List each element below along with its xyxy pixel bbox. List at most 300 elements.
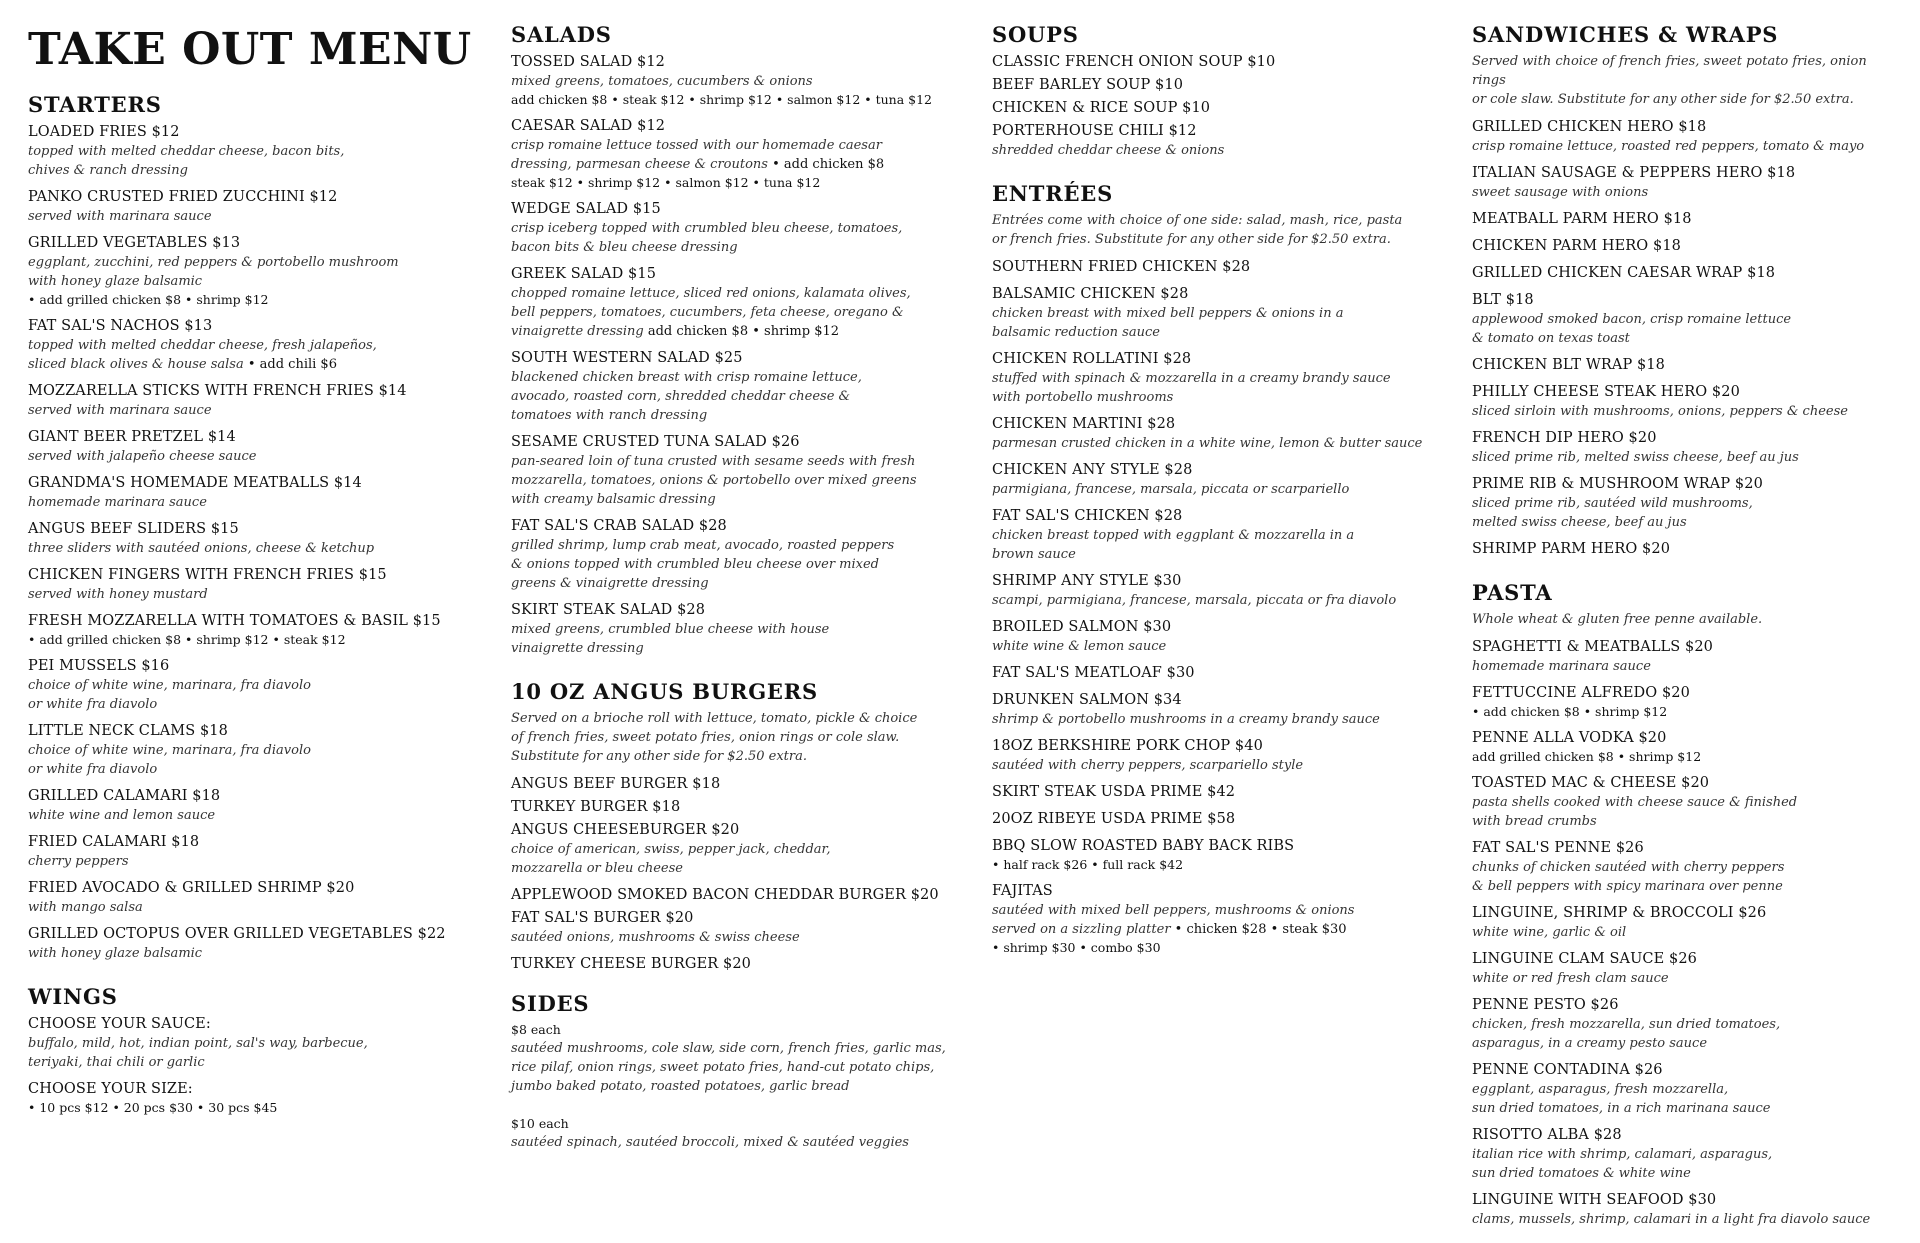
menu-item [1472,474,1902,532]
menu-item [511,348,961,425]
menu-title: TAKE OUT MENU [28,24,472,75]
menu-item-description-text: chicken breast topped with eggplant & mozzarella in a brown sauce [992,528,1355,562]
menu-item-description-text: served with marinara sauce [28,403,212,418]
menu-item [992,571,1442,610]
section-wings [28,984,478,1117]
menu-item-name: CHICKEN MARTINI $28 [992,416,1176,432]
menu-item [1472,263,1902,283]
menu-item-name: LINGUINE WITH SEAFOOD $30 [1472,1192,1717,1208]
menu-item [992,257,1442,277]
menu-item [992,736,1442,775]
menu-item-extra: • half rack $26 • full rack $42 [992,857,1184,872]
menu-item-description [1472,1080,1902,1118]
menu-item [1472,355,1902,375]
menu-item-name: BALSAMIC CHICKEN $28 [992,286,1189,302]
menu-item-description-text: sweet sausage with onions [1472,185,1649,200]
menu-item-name: PEI MUSSELS $16 [28,658,170,674]
menu-item-description [511,536,961,593]
menu-item-name: GREEK SALAD $15 [511,266,657,282]
menu-item-name: PRIME RIB & MUSHROOM WRAP $20 [1472,476,1763,492]
menu-item-description-text: stuffed with spinach & mozzarella in a creamy brandy sauce with portobello mushrooms [992,371,1391,405]
menu-item-description [1472,310,1902,348]
sandwiches-list [1472,117,1902,559]
menu-item-description-text: choice of white wine, marinara, fra diavolo or white fra diavolo [28,743,311,777]
menu-item-description [1472,923,1902,942]
column-4 [1472,22,1902,1236]
menu-item-name: FRIED AVOCADO & GRILLED SHRIMP $20 [28,880,355,896]
menu-item [28,611,478,649]
section-soups [992,22,1442,160]
menu-item [511,885,961,905]
section-salads [511,22,961,658]
menu-item-description [28,741,478,779]
menu-item-description-text: grilled shrimp, lump crab meat, avocado, roasted peppers & onions topped with crumbled bleu cheese over mixed greens & vinaigrette dressing [511,538,895,591]
column-3 [992,22,1442,964]
menu-item-description [1472,1145,1902,1183]
menu-item-name: FRENCH DIP HERO $20 [1472,430,1657,446]
menu-item-name: TOSSED SALAD $12 [511,54,666,70]
entrees-note: Entrées come with choice of one side: salad, mash, rice, pasta or french fries. Substitute for any other side for $2.50 extra. [992,213,1403,247]
menu-item [28,316,478,374]
menu-item-name: TOASTED MAC & CHEESE $20 [1472,775,1710,791]
menu-item [1472,382,1902,421]
menu-item-name: GRILLED CHICKEN CAESAR WRAP $18 [1472,265,1776,281]
menu-item [992,881,1442,957]
menu-item [1472,728,1902,766]
menu-item [992,663,1442,683]
menu-item-extra: add grilled chicken $8 • shrimp $12 [1472,749,1702,764]
menu-item-description-text: chopped romaine lettuce, sliced red onions, kalamata olives, bell peppers, tomatoes, cucumbers, feta cheese, oregano & vinaigrette dressing [511,286,911,339]
wings-list [28,1014,478,1117]
menu-item-name: CHICKEN FINGERS WITH FRENCH FRIES $15 [28,567,387,583]
section-title-burgers: 10 OZ ANGUS BURGERS [511,679,818,704]
menu-item [28,565,478,604]
menu-item-description-text: chicken breast with mixed bell peppers & onions in a balsamic reduction sauce [992,306,1344,340]
menu-item-description-text: homemade marinara sauce [28,495,207,510]
menu-item-description-text: applewood smoked bacon, crisp romaine lettuce & tomato on texas toast [1472,312,1792,346]
menu-item-description [1472,137,1902,156]
menu-item [28,832,478,871]
menu-item-extra: steak $12 • shrimp $12 • salmon $12 • tuna $12 [511,175,821,190]
menu-item [511,820,961,878]
starters-list [28,122,478,963]
menu-item-description [28,898,478,917]
menu-item-description [1472,969,1902,988]
menu-item-name: PENNE ALLA VODKA $20 [1472,730,1667,746]
pasta-list [1472,637,1902,1229]
menu-item-addon: • chicken $28 • steak $30 [1170,922,1347,937]
section-starters [28,92,478,963]
menu-item [992,617,1442,656]
burgers-note: Served on a brioche roll with lettuce, tomato, pickle & choice of french fries, sweet potato fries, onion rings or cole slaw. Substitute for any other side for $2.50 extra. [511,711,918,764]
menu-item-description-text: with mango salsa [28,900,143,915]
menu-item [992,506,1442,564]
menu-item [511,797,961,817]
menu-item-description [992,637,1442,656]
menu-item-description [28,253,478,291]
menu-item-name: CHICKEN & RICE SOUP $10 [992,100,1211,116]
menu-item-description-text: shredded cheddar cheese & onions [992,143,1225,158]
menu-item-name: FAT SAL'S BURGER $20 [511,910,694,926]
menu-item-name: PORTERHOUSE CHILI $12 [992,123,1197,139]
soups-list [992,52,1442,160]
menu-item-name: GRILLED CALAMARI $18 [28,788,221,804]
menu-item-name: GRILLED OCTOPUS OVER GRILLED VEGETABLES $22 [28,926,446,942]
menu-item-name: PENNE CONTADINA $26 [1472,1062,1663,1078]
menu-item-description-text: sliced prime rib, melted swiss cheese, beef au jus [1472,450,1799,465]
menu-item-name: FAT SAL'S PENNE $26 [1472,840,1644,856]
menu-item-name: WEDGE SALAD $15 [511,201,661,217]
menu-item-name: CHICKEN ROLLATINI $28 [992,351,1192,367]
menu-item-extra: • add grilled chicken $8 • shrimp $12 • steak $12 [28,632,346,647]
menu-item [1472,773,1902,831]
menu-item-description-text: sautéed with cherry peppers, scarpariello style [992,758,1304,773]
menu-item-description-text: choice of american, swiss, pepper jack, cheddar, mozzarella or bleu cheese [511,842,831,876]
menu-item-description-text: white wine, garlic & oil [1472,925,1627,940]
menu-item-description-text: cherry peppers [28,854,129,869]
menu-item-description-text: shrimp & portobello mushrooms in a creamy brandy sauce [992,712,1380,727]
menu-item-description-text: mixed greens, tomatoes, cucumbers & onions [511,74,813,89]
menu-item-description [992,369,1442,407]
menu-item [28,187,478,226]
menu-item [28,878,478,917]
menu-item-description [28,852,478,871]
menu-item-name: CLASSIC FRENCH ONION SOUP $10 [992,54,1276,70]
menu-item-name: FAT SAL'S NACHOS $13 [28,318,213,334]
menu-item-description [511,284,961,341]
menu-item [1472,1060,1902,1118]
menu-item-name: CAESAR SALAD $12 [511,118,666,134]
menu-item-name: FAJITAS [992,883,1053,899]
sides-list-10: sautéed spinach, sautéed broccoli, mixed & sautéed veggies [511,1135,909,1150]
section-title-soups: SOUPS [992,22,1079,47]
section-title-sides: SIDES [511,991,590,1016]
menu-item-name: BBQ SLOW ROASTED BABY BACK RIBS [992,838,1295,854]
menu-item [1472,1190,1902,1229]
menu-item-name: TURKEY CHEESE BURGER $20 [511,956,752,972]
menu-item [992,121,1442,160]
menu-item [992,98,1442,118]
menu-item-extra: • add grilled chicken $8 • shrimp $12 [28,292,269,307]
menu-item [28,122,478,180]
menu-item-description [511,840,961,878]
menu-item [992,52,1442,72]
menu-item-description [992,304,1442,342]
menu-item [28,924,478,963]
menu-item-description-text: mixed greens, crumbled blue cheese with house vinaigrette dressing [511,622,830,656]
menu-item-name: BROILED SALMON $30 [992,619,1172,635]
menu-item-description [28,493,478,512]
menu-item [1472,995,1902,1053]
sides-price-10: $10 each [511,1116,569,1131]
menu-item-name: MEATBALL PARM HERO $18 [1472,211,1692,227]
menu-item [28,473,478,512]
menu-item-name: FAT SAL'S MEATLOAF $30 [992,665,1195,681]
menu-item [511,199,961,257]
menu-item-description-text: with honey glaze balsamic [28,946,203,961]
menu-item [28,519,478,558]
menu-item-description [1472,183,1902,202]
menu-item-description [511,219,961,257]
sides-list-8: sautéed mushrooms, cole slaw, side corn, french fries, garlic mas, rice pilaf, onion rings, sweet potato fries, hand-cut potato chips, jumbo baked potato, roasted potatoes, garlic bread [511,1041,946,1094]
menu-item-description-text: eggplant, asparagus, fresh mozzarella, sun dried tomatoes, in a rich marinana sauce [1472,1082,1771,1116]
section-sandwiches [1472,22,1902,559]
menu-item-description [992,526,1442,564]
menu-item-description [992,901,1442,939]
menu-item-description [28,539,478,558]
menu-item-description [511,136,961,174]
menu-item-description-text: crisp iceberg topped with crumbled bleu cheese, tomatoes, bacon bits & bleu cheese dressing [511,221,903,255]
menu-item [1472,1125,1902,1183]
menu-item [511,774,961,794]
menu-item-description-text: chunks of chicken sautéed with cherry peppers & bell peppers with spicy marinara over penne [1472,860,1785,894]
menu-item-description-text: parmesan crusted chicken in a white wine, lemon & butter sauce [992,436,1423,451]
menu-item-extra: add chicken $8 • steak $12 • shrimp $12 • salmon $12 • tuna $12 [511,92,933,107]
menu-item [511,908,961,947]
menu-item-description-text: sautéed onions, mushrooms & swiss cheese [511,930,800,945]
menu-item-name: PANKO CRUSTED FRIED ZUCCHINI $12 [28,189,338,205]
menu-item-name: SPAGHETTI & MEATBALLS $20 [1472,639,1713,655]
menu-item-name: ANGUS CHEESEBURGER $20 [511,822,740,838]
menu-item-name: ANGUS BEEF BURGER $18 [511,776,721,792]
menu-item-description [1472,402,1902,421]
menu-item-name: DRUNKEN SALMON $34 [992,692,1182,708]
menu-item-name: APPLEWOOD SMOKED BACON CHEDDAR BURGER $20 [511,887,939,903]
menu-item-description [511,452,961,509]
menu-item-name: 18OZ BERKSHIRE PORK CHOP $40 [992,738,1263,754]
menu-item-description [28,806,478,825]
menu-item [511,516,961,593]
menu-item-name: GRANDMA'S HOMEMADE MEATBALLS $14 [28,475,362,491]
menu-item-description-text: choice of white wine, marinara, fra diavolo or white fra diavolo [28,678,311,712]
section-title-entrees: ENTRÉES [992,181,1114,206]
menu-item-description-text: white wine and lemon sauce [28,808,216,823]
menu-item-description [1472,1015,1902,1053]
menu-item-description-text: eggplant, zucchini, red peppers & portobello mushroom with honey glaze balsamic [28,255,399,289]
menu-item-description [992,480,1442,499]
menu-item [992,690,1442,729]
menu-item-description [28,1034,478,1072]
menu-item-description [28,142,478,180]
menu-item-description-text: sliced prime rib, sautéed wild mushrooms, melted swiss cheese, beef au jus [1472,496,1753,530]
menu-item-description [28,585,478,604]
menu-item-addon: • add chicken $8 [767,157,885,172]
entrees-list [992,257,1442,957]
menu-item-description-text: sliced sirloin with mushrooms, onions, peppers & cheese [1472,404,1848,419]
menu-item-name: GRILLED CHICKEN HERO $18 [1472,119,1707,135]
menu-item-name: CHOOSE YOUR SAUCE: [28,1016,211,1032]
menu-item-description-text: topped with melted cheddar cheese, bacon bits, chives & ranch dressing [28,144,345,178]
menu-item-name: RISOTTO ALBA $28 [1472,1127,1622,1143]
menu-item-name: MOZZARELLA STICKS WITH FRENCH FRIES $14 [28,383,407,399]
menu-item [28,381,478,420]
sandwiches-note: Served with choice of french fries, sweet potato fries, onion rings or cole slaw. Substitute for any other side for $2.50 extra. [1472,54,1867,107]
section-title-pasta: PASTA [1472,580,1553,605]
menu-item [28,656,478,714]
menu-item-description-text: pan-seared loin of tuna crusted with sesame seeds with fresh mozzarella, tomatoes, onions & portobello over mixed greens with creamy balsamic dressing [511,454,917,507]
menu-item [1472,209,1902,229]
menu-item [1472,163,1902,202]
menu-item-name: CHOOSE YOUR SIZE: [28,1081,193,1097]
menu-item [28,786,478,825]
menu-item-description-text: homemade marinara sauce [1472,659,1651,674]
menu-item [1472,903,1902,942]
menu-item-description [1472,657,1902,676]
menu-item [992,782,1442,802]
menu-item-description [1472,1210,1902,1229]
menu-item-name: LITTLE NECK CLAMS $18 [28,723,228,739]
menu-item-description-text: crisp romaine lettuce tossed with our homemade caesar dressing, parmesan cheese & croutons [511,138,882,172]
menu-item-description [1472,793,1902,831]
menu-item-description-text: served with honey mustard [28,587,208,602]
menu-item-description-text: scampi, parmigiana, francese, marsala, piccata or fra diavolo [992,593,1397,608]
pasta-note: Whole wheat & gluten free penne available. [1472,612,1763,627]
menu-item-extra: • shrimp $30 • combo $30 [992,940,1161,955]
menu-item-description [511,368,961,425]
menu-item-name: CHICKEN PARM HERO $18 [1472,238,1681,254]
menu-item-description [992,756,1442,775]
menu-item [992,809,1442,829]
menu-item [992,349,1442,407]
menu-item [1472,949,1902,988]
menu-item [1472,236,1902,256]
menu-item [28,233,478,309]
menu-item-name: CHICKEN BLT WRAP $18 [1472,357,1665,373]
menu-item-description [28,944,478,963]
section-burgers [511,679,961,974]
menu-item [1472,637,1902,676]
menu-item-description-text: blackened chicken breast with crisp romaine lettuce, avocado, roasted corn, shredded cheddar cheese & tomatoes with ranch dressing [511,370,862,423]
menu-item-name: 20OZ RIBEYE USDA PRIME $58 [992,811,1236,827]
menu-item [511,600,961,658]
section-sides [511,991,961,1152]
menu-item [511,432,961,509]
menu-item-description [28,401,478,420]
menu-item-description [992,434,1442,453]
menu-item-description-text: served with jalapeño cheese sauce [28,449,257,464]
menu-item [28,1014,478,1072]
menu-item-description-text: parmigiana, francese, marsala, piccata or scarpariello [992,482,1350,497]
menu-item-name: LOADED FRIES $12 [28,124,180,140]
menu-item-name: TURKEY BURGER $18 [511,799,681,815]
section-title-starters: STARTERS [28,92,162,117]
menu-item [1472,838,1902,896]
menu-item-name: FRESH MOZZARELLA WITH TOMATOES & BASIL $15 [28,613,441,629]
menu-item-name: SKIRT STEAK USDA PRIME $42 [992,784,1236,800]
menu-item-name: GRILLED VEGETABLES $13 [28,235,241,251]
column-2 [511,22,961,1152]
menu-item-name: ITALIAN SAUSAGE & PEPPERS HERO $18 [1472,165,1796,181]
menu-item-description [511,72,961,91]
menu-item-name: LINGUINE CLAM SAUCE $26 [1472,951,1697,967]
section-title-sandwiches: SANDWICHES & WRAPS [1472,22,1779,47]
menu-item-description-text: three sliders with sautéed onions, cheese & ketchup [28,541,375,556]
burgers-list [511,774,961,974]
menu-item-name: SHRIMP ANY STYLE $30 [992,573,1182,589]
menu-item [511,52,961,109]
menu-item-description-text: white or red fresh clam sauce [1472,971,1669,986]
menu-item-name: SESAME CRUSTED TUNA SALAD $26 [511,434,800,450]
menu-item [28,721,478,779]
menu-item [1472,539,1902,559]
menu-item-name: PHILLY CHEESE STEAK HERO $20 [1472,384,1740,400]
menu-item [1472,428,1902,467]
menu-item-name: BEEF BARLEY SOUP $10 [992,77,1184,93]
menu-item [28,427,478,466]
menu-item-name: LINGUINE, SHRIMP & BROCCOLI $26 [1472,905,1767,921]
menu-item [992,284,1442,342]
menu-item-description [992,141,1442,160]
menu-item-description-text: white wine & lemon sauce [992,639,1167,654]
menu-item-name: SOUTH WESTERN SALAD $25 [511,350,743,366]
menu-item [1472,290,1902,348]
menu-item [992,414,1442,453]
menu-item-name: FAT SAL'S CRAB SALAD $28 [511,518,727,534]
salads-list [511,52,961,658]
menu-item-description [511,620,961,658]
menu-item [511,116,961,192]
menu-item [1472,117,1902,156]
menu-item [511,264,961,341]
menu-item-description [1472,858,1902,896]
menu-item-description [28,447,478,466]
menu-item [992,75,1442,95]
section-title-salads: SALADS [511,22,612,47]
menu-item-description [992,710,1442,729]
section-pasta [1472,580,1902,1229]
menu-item-description-text: topped with melted cheddar cheese, fresh jalapeños, sliced black olives & house salsa [28,338,377,372]
menu-item-description-text: italian rice with shrimp, calamari, asparagus, sun dried tomatoes & white wine [1472,1147,1773,1181]
menu-item-description [28,676,478,714]
menu-item-name: FAT SAL'S CHICKEN $28 [992,508,1183,524]
column-1 [28,22,478,1124]
menu-item-name: SKIRT STEAK SALAD $28 [511,602,706,618]
menu-item-extra: • add chicken $8 • shrimp $12 [1472,704,1668,719]
menu-item-description [28,336,478,374]
menu-item-name: FETTUCCINE ALFREDO $20 [1472,685,1690,701]
menu-item-description-text: pasta shells cooked with cheese sauce & finished with bread crumbs [1472,795,1798,829]
menu-item-description-text: served with marinara sauce [28,209,212,224]
menu-item [1472,683,1902,721]
menu-item-description-text: clams, mussels, shrimp, calamari in a light fra diavolo sauce [1472,1212,1871,1227]
menu-item-extra: • 10 pcs $12 • 20 pcs $30 • 30 pcs $45 [28,1100,278,1115]
menu-item-addon: add chicken $8 • shrimp $12 [643,324,840,339]
menu-item-description [511,928,961,947]
menu-item-description [1472,494,1902,532]
menu-item-name: ANGUS BEEF SLIDERS $15 [28,521,239,537]
menu-item-name: BLT $18 [1472,292,1534,308]
menu-item [992,460,1442,499]
menu-item-description [1472,448,1902,467]
menu-item-name: PENNE PESTO $26 [1472,997,1619,1013]
menu-item-name: CHICKEN ANY STYLE $28 [992,462,1193,478]
menu-item-name: SHRIMP PARM HERO $20 [1472,541,1671,557]
menu-item-description-text: chicken, fresh mozzarella, sun dried tomatoes, asparagus, in a creamy pesto sauce [1472,1017,1781,1051]
menu-item-name: FRIED CALAMARI $18 [28,834,200,850]
menu-item-description [28,207,478,226]
sides-price-8: $8 each [511,1022,561,1037]
menu-item-description-text: crisp romaine lettuce, roasted red peppers, tomato & mayo [1472,139,1865,154]
menu-item-name: GIANT BEER PRETZEL $14 [28,429,236,445]
menu-item [511,954,961,974]
menu-item [28,1079,478,1117]
section-entrees [992,181,1442,957]
section-title-wings: WINGS [28,984,118,1009]
menu-item-description [992,591,1442,610]
menu-item [992,836,1442,874]
menu-item-addon: • add chili $6 [243,357,337,372]
menu-item-description-text: buffalo, mild, hot, indian point, sal's way, barbecue, teriyaki, thai chili or garlic [28,1036,368,1070]
